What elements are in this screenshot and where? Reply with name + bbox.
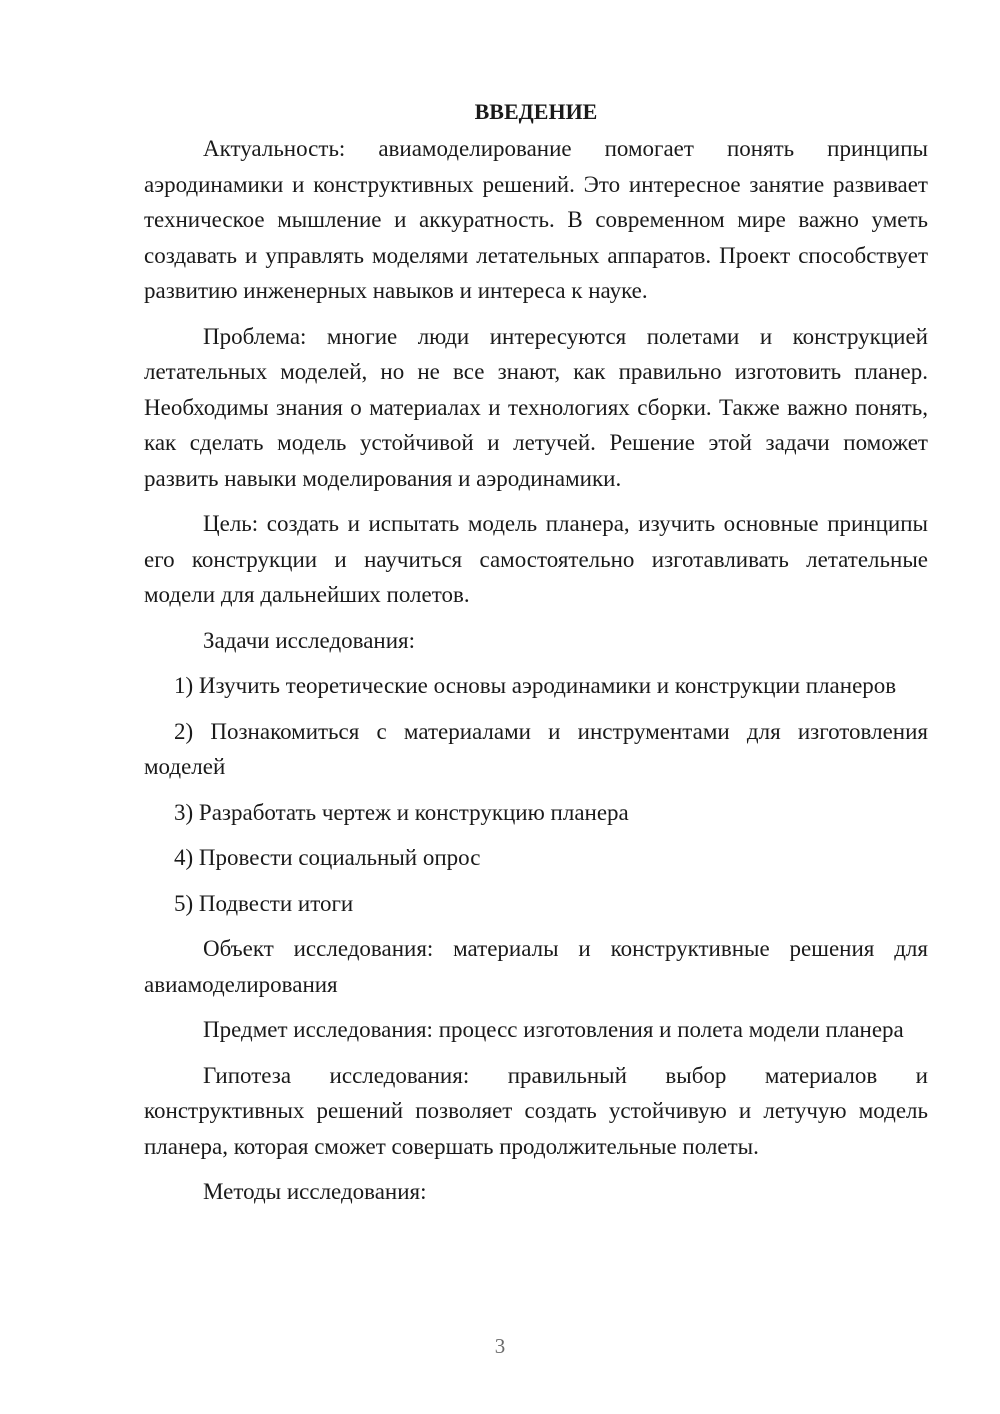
page-content [144, 94, 928, 1210]
paragraph-problem: Проблема: многие люди интересуются полетами и конструкцией летательных моделей, но не все знают, как правильно изготовить планер. Необходимы знания о материалах и технологиях сборки. Также важно понять, как сделать модель устойчивой и летучей. Решение этой задачи поможет развить навыки моделирования и аэродинамики. [144, 323, 928, 491]
paragraph-goal: Цель: создать и испытать модель планера, изучить основные принципы его конструкции и научиться самостоятельно изготавливать летательные модели для дальнейших полетов. [144, 511, 928, 607]
methods-heading: Методы исследования: [203, 1179, 427, 1204]
paragraph-relevance: Актуальность: авиамоделирование помогает понять принципы аэродинамики и конструктивных решений. Это интересное занятие развивает техническое мышление и аккуратность. В современном мире важно уметь создавать и управлять моделями летательных аппаратов. Проект способствует развитию инженерных навыков и интереса к науке. [144, 136, 928, 303]
task-item-3: 3) Разработать чертеж и конструкцию планера [174, 799, 629, 825]
task-item-4: 4) Провести социальный опрос [174, 845, 481, 870]
paragraph-subject: Предмет исследования: процесс изготовления и полета модели планера [203, 1017, 904, 1042]
paragraph-hypothesis: Гипотеза исследования: правильный выбор материалов и конструктивных решений позволяет создать устойчивую и летучую модель планера, которая сможет совершать продолжительные полеты. [144, 1062, 928, 1159]
task-item-5: 5) Подвести итоги [174, 890, 354, 916]
task-item-2: 2) Познакомиться с материалами и инструментами для изготовления моделей [144, 718, 928, 779]
paragraph-object: Объект исследования: материалы и конструктивные решения для авиамоделирования [144, 936, 928, 997]
tasks-heading: Задачи исследования: [203, 627, 416, 653]
page-title: ВВЕДЕНИЕ [474, 99, 598, 124]
task-item-1: 1) Изучить теоретические основы аэродинамики и конструкции планеров [174, 673, 897, 698]
page-number: 3 [494, 1334, 506, 1358]
